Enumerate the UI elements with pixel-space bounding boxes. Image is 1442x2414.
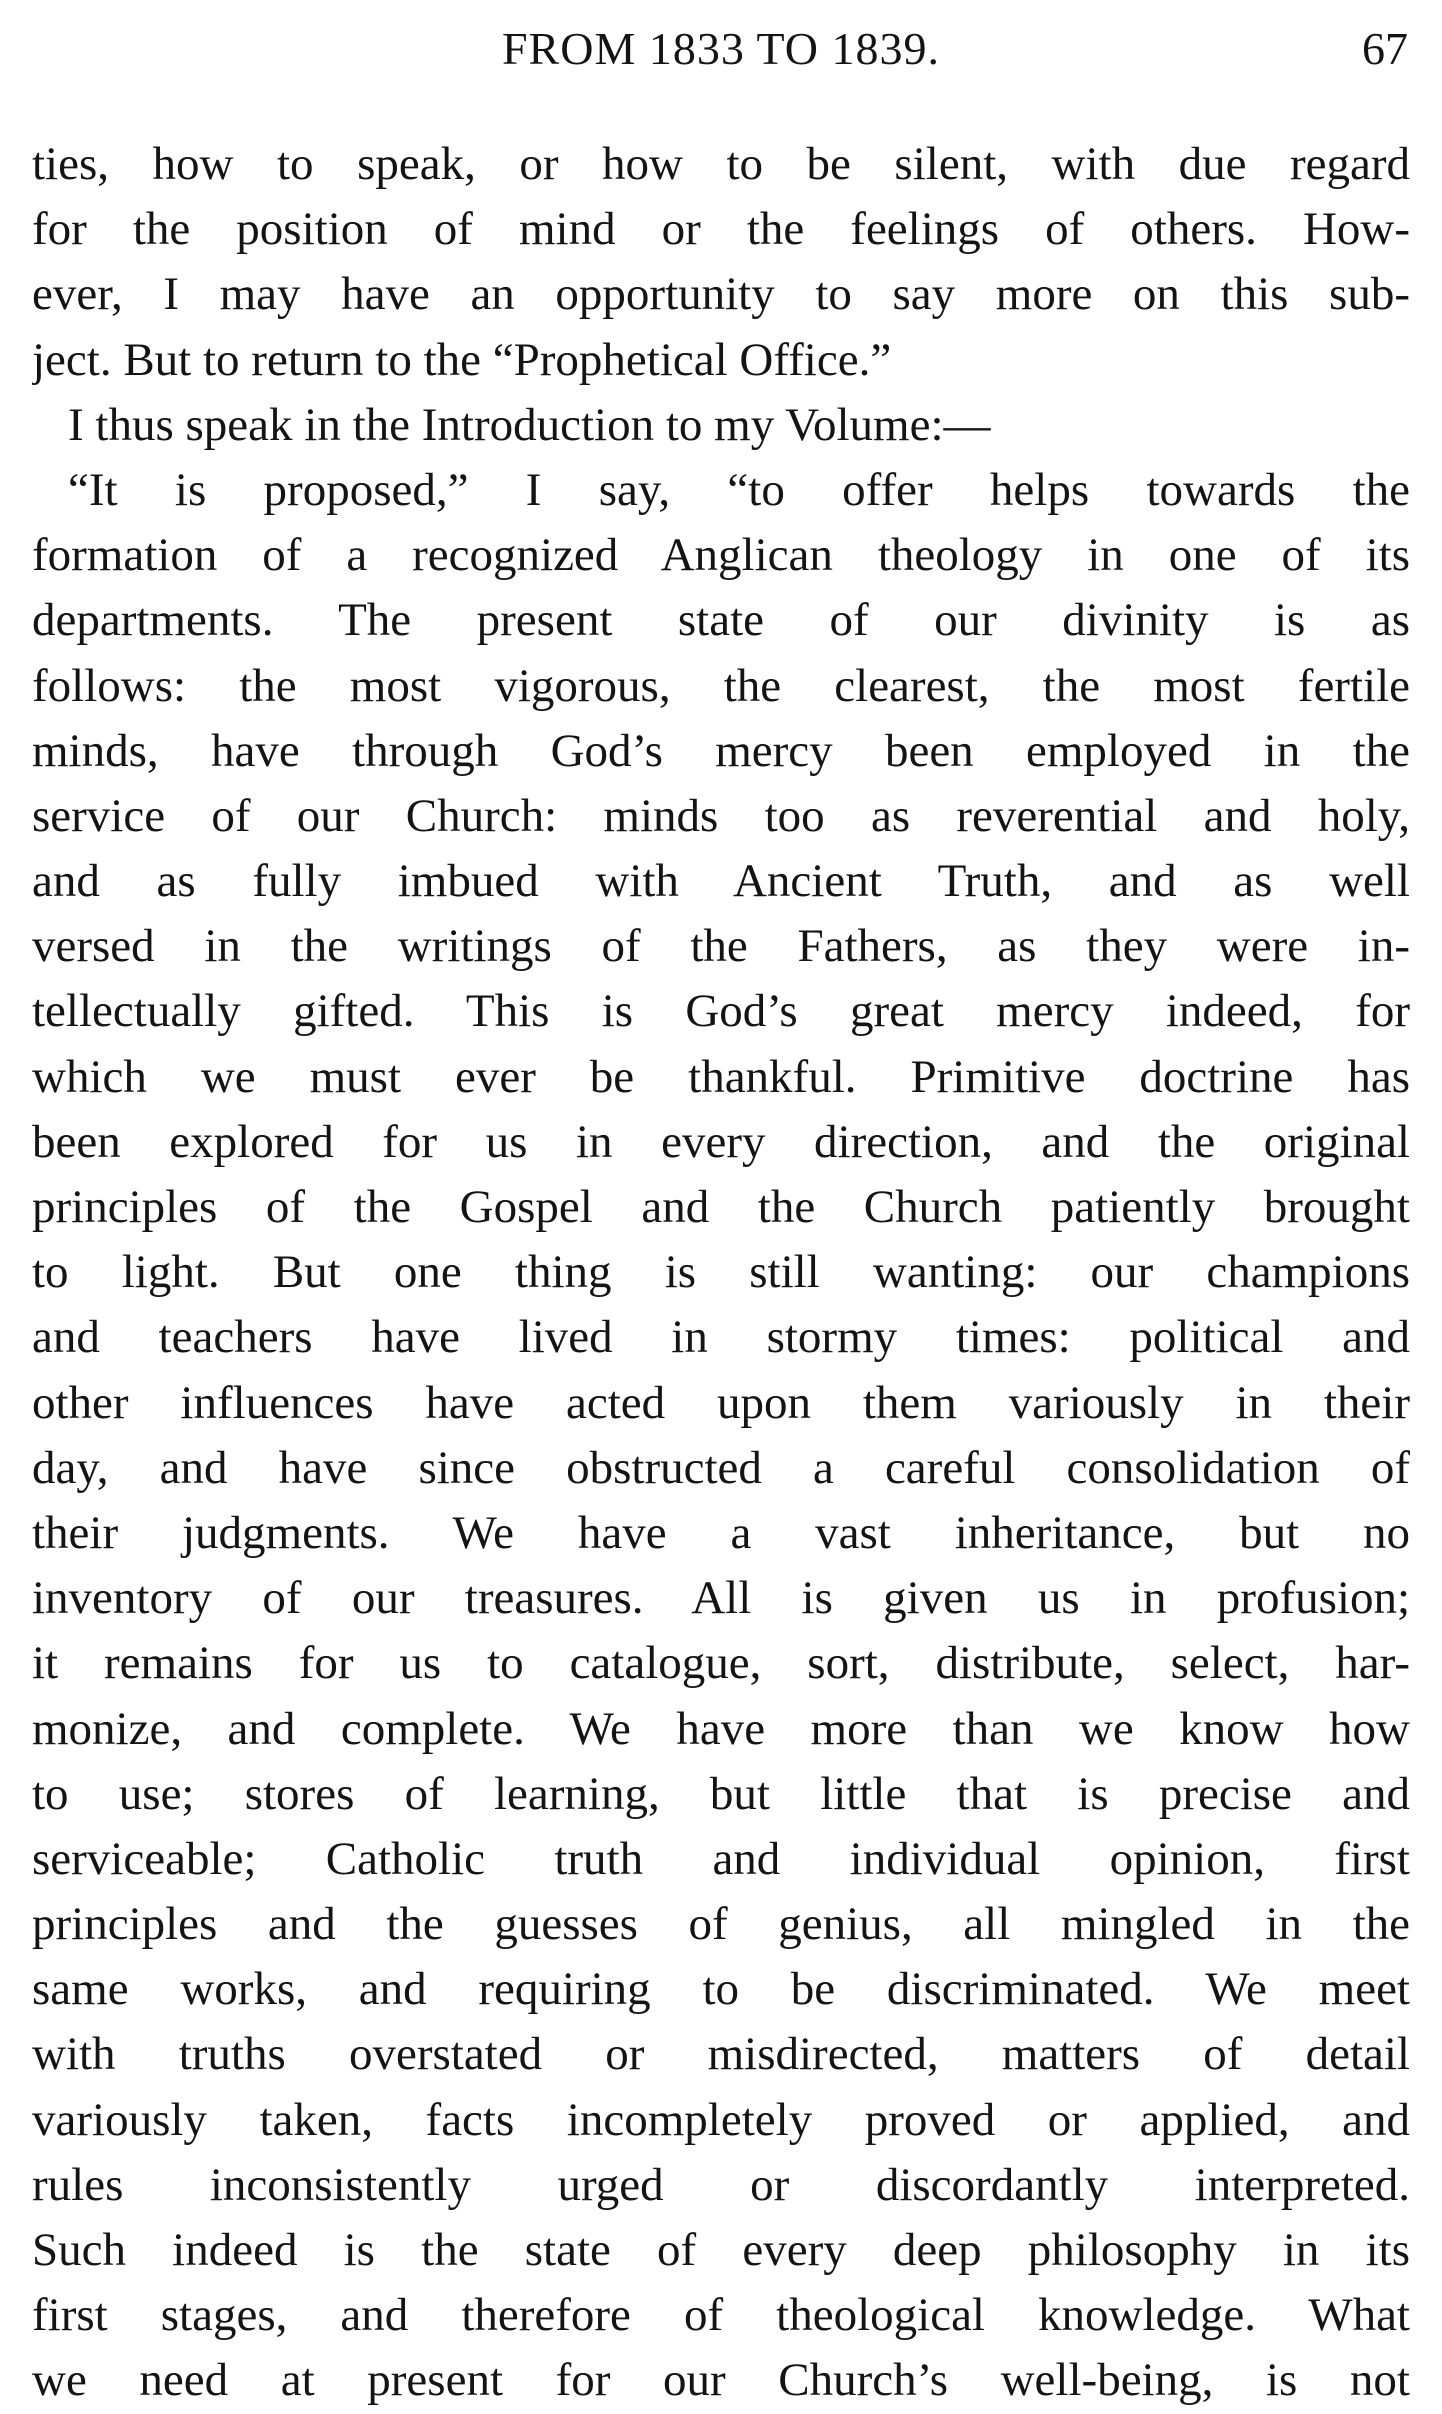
- text-line: rules inconsistently urged or discordantly interpreted.: [32, 2158, 1410, 2211]
- text-line: it remains for us to catalogue, sort, distribute, select, har-: [32, 1637, 1410, 1690]
- text-line: to light. But one thing is still wanting: our champions: [32, 1246, 1410, 1299]
- text-line: and teachers have lived in stormy times: political and: [32, 1311, 1410, 1364]
- text-line: to use; stores of learning, but little that is precise and: [32, 1767, 1410, 1820]
- text-line: follows: the most vigorous, the clearest, the most fertile: [32, 659, 1410, 712]
- page-header: [0, 22, 1442, 82]
- text-line: principles and the guesses of genius, all mingled in the: [32, 1898, 1410, 1951]
- text-line: ties, how to speak, or how to be silent, with due regard: [32, 138, 1410, 190]
- text-line: principles of the Gospel and the Church patiently brought: [32, 1181, 1410, 1233]
- text-line: ever, I may have an opportunity to say more on this sub-: [32, 268, 1410, 321]
- body-text: [32, 132, 1410, 2414]
- text-line: other influences have acted upon them variously in their: [32, 1376, 1410, 1429]
- text-line: inventory of our treasures. All is given us in profusion;: [32, 1572, 1410, 1625]
- text-line: for the position of mind or the feelings of others. How-: [32, 203, 1410, 256]
- text-line: service of our Church: minds too as reverential and holy,: [32, 789, 1410, 842]
- text-line: tellectually gifted. This is God’s great mercy indeed, for: [32, 985, 1410, 1038]
- text-line: with truths overstated or misdirected, matters of detail: [32, 2028, 1410, 2081]
- text-line: departments. The present state of our divinity is as: [32, 594, 1410, 647]
- text-line: “It is proposed,” I say, “to offer helps towards the: [68, 463, 1410, 516]
- text-line: variously taken, facts incompletely proved or applied, and: [32, 2093, 1410, 2146]
- text-line: Such indeed is the state of every deep philosophy in its: [32, 2224, 1410, 2276]
- text-line: monize, and complete. We have more than we know how: [32, 1702, 1410, 1755]
- text-line: we need at present for our Church’s well-being, is not: [32, 2354, 1410, 2407]
- text-line: serviceable; Catholic truth and individual opinion, first: [32, 1832, 1410, 1885]
- text-line: first stages, and therefore of theological knowledge. What: [32, 2289, 1410, 2342]
- text-line: formation of a recognized Anglican theology in one of its: [32, 529, 1410, 582]
- text-line: versed in the writings of the Fathers, as they were in-: [32, 920, 1410, 973]
- text-line: their judgments. We have a vast inheritance, but no: [32, 1506, 1410, 1559]
- text-line: and as fully imbued with Ancient Truth, and as well: [32, 855, 1410, 908]
- text-line: I thus speak in the Introduction to my Volume:—: [68, 398, 991, 451]
- text-line: ject. But to return to the “Prophetical Office.”: [32, 333, 892, 386]
- page-number: 67: [1362, 23, 1408, 74]
- text-line: which we must ever be thankful. Primitive doctrine has: [32, 1050, 1410, 1103]
- running-title: FROM 1833 TO 1839.: [501, 23, 941, 74]
- text-line: minds, have through God’s mercy been employed in the: [32, 724, 1410, 777]
- text-line: been explored for us in every direction, and the original: [32, 1115, 1410, 1168]
- text-line: day, and have since obstructed a careful consolidation of: [32, 1441, 1410, 1494]
- text-line: same works, and requiring to be discriminated. We meet: [32, 1963, 1410, 2016]
